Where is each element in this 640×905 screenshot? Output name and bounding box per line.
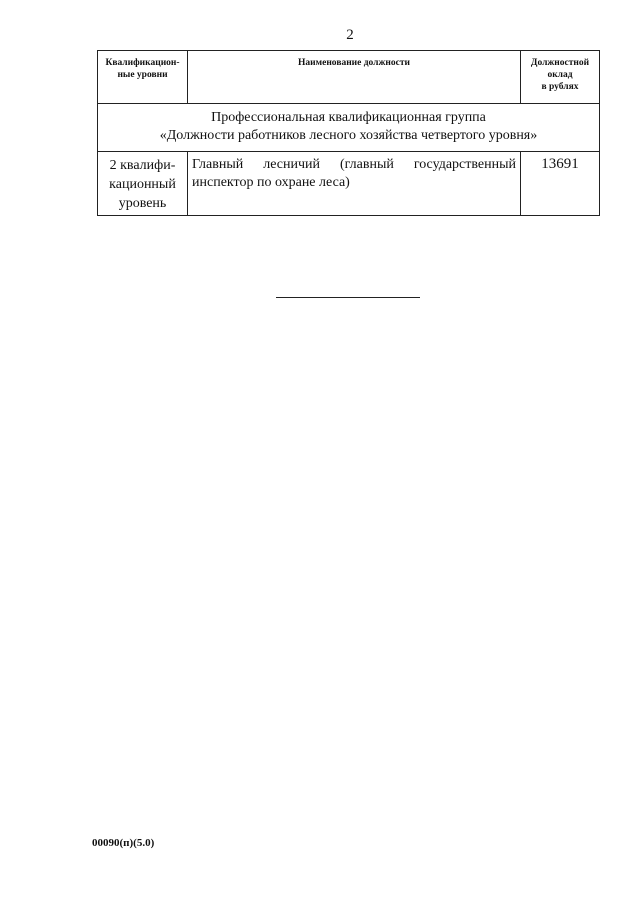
group-title-line: «Должности работников лесного хозяйства четвертого уровня»	[159, 128, 538, 143]
group-row	[98, 104, 600, 152]
table-header-row	[98, 51, 600, 104]
header-qualification-levels	[98, 51, 188, 104]
salary-cell: 13691	[521, 152, 600, 216]
header-level-line: ные уровни	[117, 70, 168, 80]
level-line: кационный	[109, 177, 176, 192]
professional-group-title	[98, 104, 600, 152]
salary-table	[97, 50, 600, 216]
separator-line	[276, 297, 420, 298]
header-level-line: Квалификацион-	[105, 58, 180, 68]
header-position-name: Наименование должности	[188, 51, 521, 104]
level-line: 2 квалифи-	[109, 158, 176, 173]
table-row	[98, 152, 600, 216]
page-number: 2	[346, 27, 354, 43]
qualification-level-cell	[98, 152, 188, 216]
header-salary	[521, 51, 600, 104]
position-name-cell: Главный лесничий (главный государственный инспектор по охране леса)	[188, 152, 521, 216]
header-salary-line: Должностной	[530, 58, 590, 68]
group-title-line: Профессиональная квалификационная группа	[211, 110, 486, 125]
header-salary-line: в рублях	[541, 82, 579, 92]
level-line: уровень	[118, 196, 167, 211]
header-salary-line: оклад	[547, 70, 573, 80]
document-code: 00090(п)(5.0)	[92, 837, 155, 849]
